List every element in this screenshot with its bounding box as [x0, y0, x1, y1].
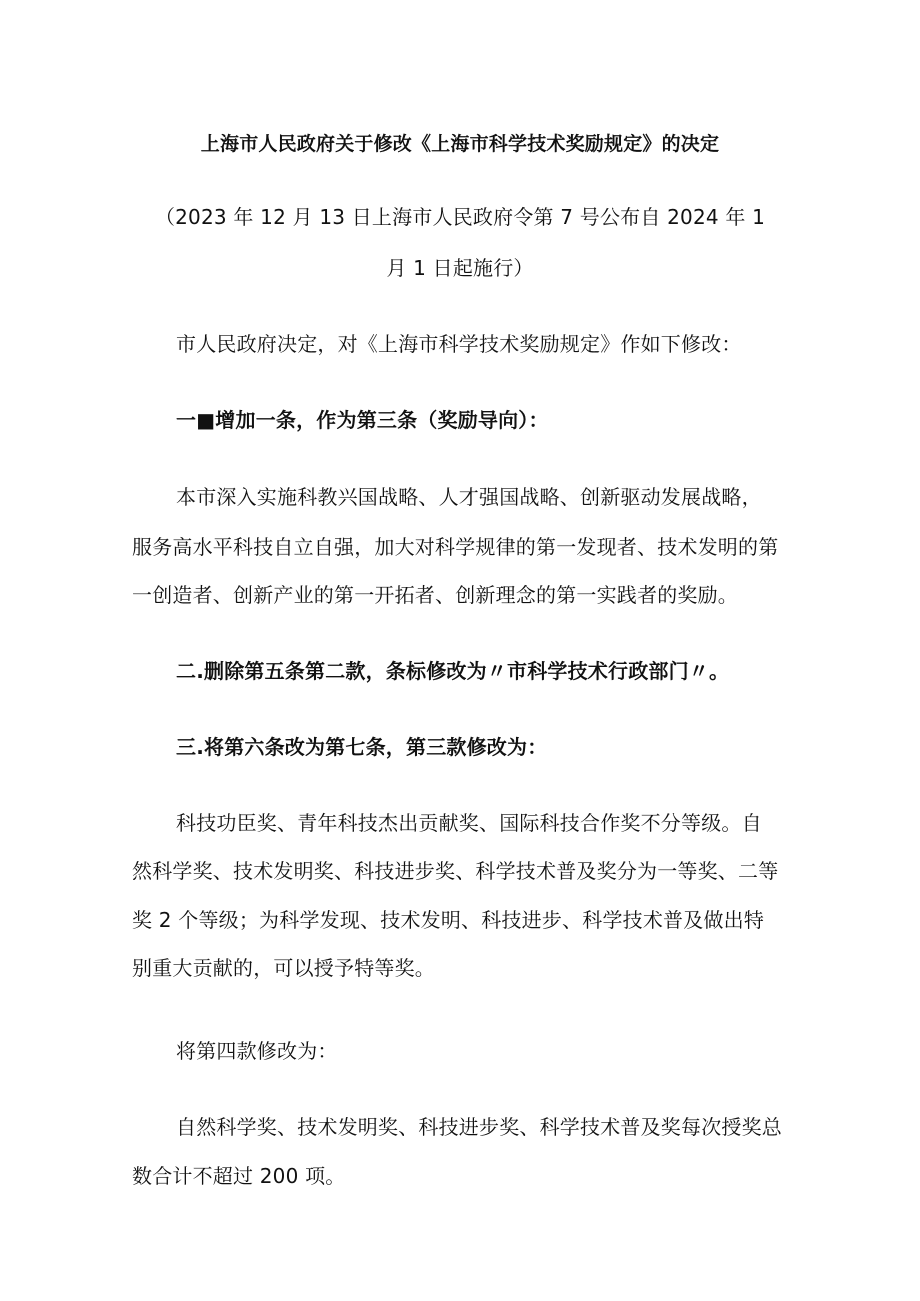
section-1-heading: 一■增加一条，作为第三条（奖励导向）：: [176, 408, 549, 432]
section-3-body-line-4: 别重大贡献的，可以授予特等奖。: [132, 956, 435, 980]
promulgation-note-line-2: 月 1 日起施行）: [386, 256, 534, 280]
section-3-body-line-1: 科技功臣奖、青年科技杰出贡献奖、国际科技合作奖不分等级。自: [176, 811, 762, 835]
promulgation-note-line-1: （2023 年 12 月 13 日上海市人民政府令第 7 号公布自 2024 年 1: [154, 205, 766, 229]
section-3-sub-body-line-1: 自然科学奖、技术发明奖、科技进步奖、科学技术普及奖每次授奖总: [176, 1115, 782, 1139]
section-2-heading: 二.删除第五条第二款，条标修改为〃市科学技术行政部门〃。: [176, 659, 730, 683]
section-3-heading: 三.将第六条改为第七条，第三款修改为：: [176, 735, 548, 759]
section-1-body-line-3: 一创造者、创新产业的第一开拓者、创新理念的第一实践者的奖励。: [132, 583, 738, 607]
section-1-body-line-1: 本市深入实施科教兴国战略、人才强国战略、创新驱动发展战略，: [176, 485, 762, 509]
section-1-body-line-2: 服务高水平科技自立自强，加大对科学规律的第一发现者、技术发明的第: [132, 535, 779, 559]
intro-paragraph: 市人民政府决定，对《上海市科学技术奖励规定》作如下修改：: [176, 332, 742, 356]
section-3-sub-heading: 将第四款修改为：: [176, 1039, 338, 1063]
document-title: 上海市人民政府关于修改《上海市科学技术奖励规定》的决定: [200, 133, 720, 155]
section-3-body-line-2: 然科学奖、技术发明奖、科技进步奖、科学技术普及奖分为一等奖、二等: [132, 859, 779, 883]
section-3-sub-body-line-2: 数合计不超过 200 项。: [132, 1164, 346, 1188]
section-3-body-line-3: 奖 2 个等级；为科学发现、技术发明、科技进步、科学技术普及做出特: [132, 908, 765, 932]
